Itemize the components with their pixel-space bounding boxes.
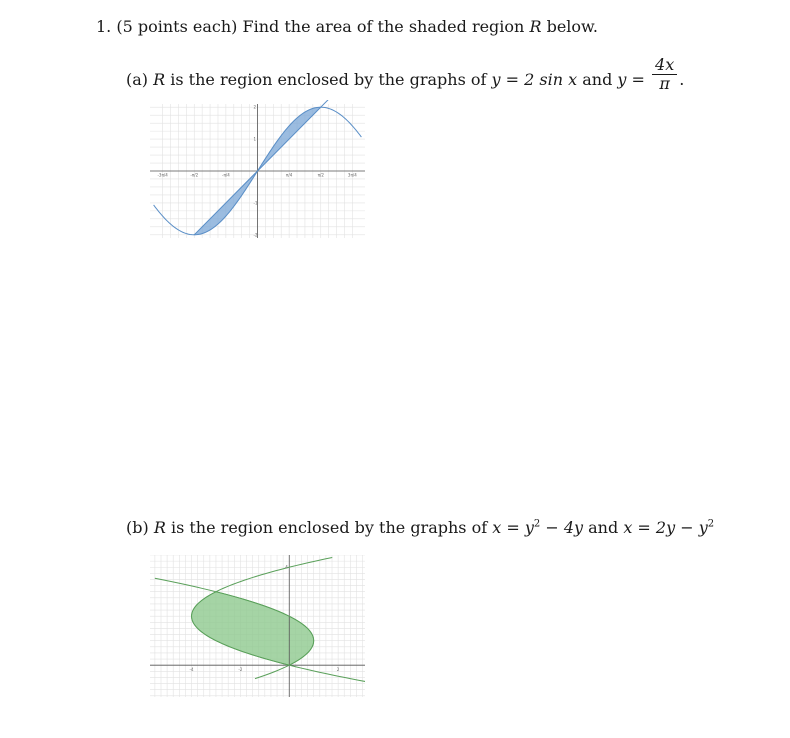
graph-a-x-tick-label: -π/4 [222,172,230,178]
part-a-eq2-lhs: y = [617,70,645,89]
part-a-eq1: y = 2 sin x [491,70,578,89]
part-a-end: . [679,70,685,89]
part-b-label: (b) [126,518,149,537]
graph-b [150,555,365,697]
part-b-eq2-sup: 2 [707,518,715,530]
part-a-conj: and [577,70,618,89]
part-b-eq1-sup: 2 [533,518,541,530]
graph-a-y-tick-label: 1 [253,136,257,142]
graph-b-x-tick-label: -2 [238,667,243,673]
graph-a-x-tick-label: π/4 [285,172,293,178]
part-b-conj: and [583,518,624,537]
region-var: R [529,17,542,36]
graph-a-x-tick-label: -3π/4 [157,172,168,178]
problem-intro-end: below. [541,17,598,36]
part-b-eq2-lhs: x = 2y − y [623,518,708,537]
graph-a-x-tick-label: 3π/4 [347,172,357,178]
graph-a-x-tick-label: -π/2 [190,172,199,178]
part-a-text: is the region enclosed by the graphs of [165,70,492,89]
part-a-fraction [652,56,677,93]
part-b-text: is the region enclosed by the graphs of [165,518,493,537]
part-a-fraction-den: π [659,74,670,93]
problem-intro: (5 points each) Find the area of the shaded region [116,17,530,36]
graph-a-y-tick-label: -1 [253,200,258,206]
graph-b-y-tick-label: 4 [285,564,288,570]
part-a-statement [126,55,685,99]
problem-number: 1. [96,17,112,36]
part-b-eq1-rhs: − 4y [540,518,584,537]
part-a-label: (a) [126,70,149,89]
graph-b-x-tick-label: -4 [189,667,194,673]
part-b-region-var: R [153,518,166,537]
part-a-fraction-num: 4x [652,56,677,75]
graph-a-x-tick-label: π/2 [317,172,324,178]
part-b-statement [126,518,714,537]
part-b-eq1-lhs: x = y [492,518,534,537]
graph-a [150,100,365,242]
graph-b-x-tick-label: 2 [336,667,340,673]
part-a-region-var: R [153,70,166,89]
graph-a-y-tick-label: -2 [253,232,258,238]
problem-statement [96,17,598,36]
graph-a-y-tick-label: 2 [253,104,257,110]
